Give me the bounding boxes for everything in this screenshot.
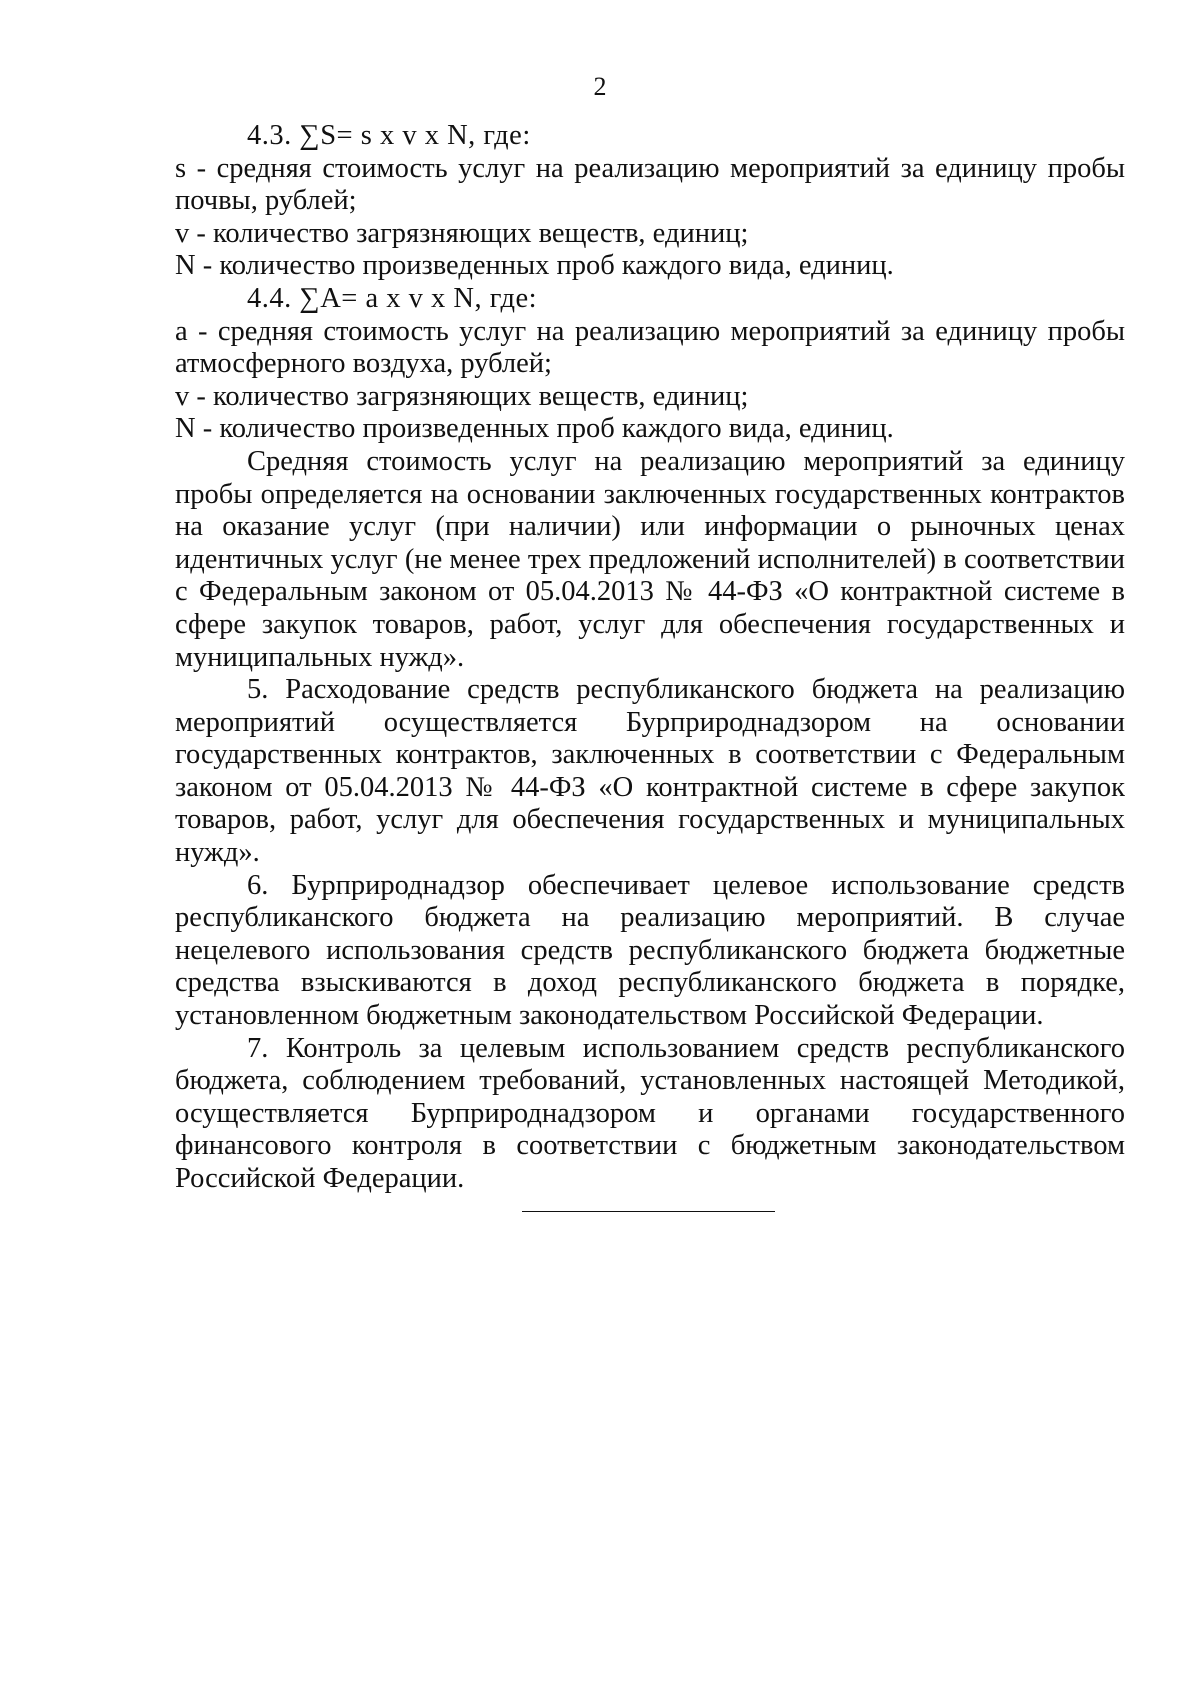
formula-4-4: 4.4. ∑A= a x v x N, где: <box>247 282 538 314</box>
paragraph-7: 7. Контроль за целевым использованием средств республиканского бюджета, соблюдением требований, установленных настоящей Методикой, осуществляется Бурприроднадзором и органами государственного финансового контроля в соответствии с бюджетным законодательством Российской Федерации. <box>175 1032 1125 1194</box>
formula-4-3-n-definition: N - количество произведенных проб каждого вида, единиц. <box>175 250 894 282</box>
formula-4-3-s-definition: s - средняя стоимость услуг на реализацию мероприятий за единицу пробы почвы, рублей; <box>175 152 1125 217</box>
formula-4-3-v-definition: v - количество загрязняющих веществ, единиц; <box>175 217 749 249</box>
formula-4-4-v-definition: v - количество загрязняющих веществ, единиц; <box>175 380 749 412</box>
end-of-document-line <box>522 1211 775 1212</box>
page-number: 2 <box>593 72 607 101</box>
paragraph-average-cost: Средняя стоимость услуг на реализацию мероприятий за единицу пробы определяется на основании заключенных государственных контрактов на оказание услуг (при наличии) или информации о рыночных ценах идентичных услуг (не менее трех предложений исполнителей) в соответствии с Федеральным законом от 05.04.2013 № 44-ФЗ «О контрактной системе в сфере закупок товаров, работ, услуг для обеспечения государственных и муниципальных нужд». <box>175 445 1125 673</box>
paragraph-6: 6. Бурприроднадзор обеспечивает целевое использование средств республиканского бюджета на реализацию мероприятий. В случае нецелевого использования средств республиканского бюджета бюджетные средства взыскиваются в доход республиканского бюджета в порядке, установленном бюджетным законодательством Российской Федерации. <box>175 869 1125 1032</box>
formula-4-3: 4.3. ∑S= s x v x N, где: <box>247 120 531 151</box>
formula-4-4-a-definition: a - средняя стоимость услуг на реализацию мероприятий за единицу пробы атмосферного воздуха, рублей; <box>175 315 1125 380</box>
formula-4-4-n-definition: N - количество произведенных проб каждого вида, единиц. <box>175 413 894 445</box>
paragraph-5: 5. Расходование средств республиканского бюджета на реализацию мероприятий осуществляется Бурприроднадзором на основании государственных контрактов, заключенных в соответствии с Федеральным законом от 05.04.2013 № 44-ФЗ «О контрактной системе в сфере закупок товаров, работ, услуг для обеспечения государственных и муниципальных нужд». <box>175 674 1125 869</box>
document-body <box>175 120 1125 1196</box>
